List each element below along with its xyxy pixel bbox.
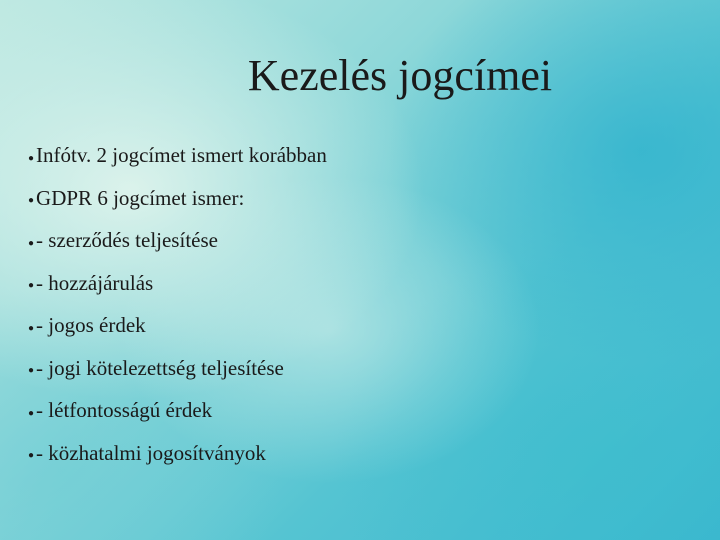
bullet-dot-icon: ● (28, 322, 35, 334)
bullet-item-infotv (28, 134, 327, 177)
bullet-text: - létfontosságú érdek (36, 398, 213, 422)
bullet-dot-icon: ● (28, 407, 35, 419)
bullet-text: GDPR 6 jogcímet ismer: (36, 185, 245, 210)
bullet-item-contract (28, 219, 327, 262)
bullet-item-public-authority (28, 432, 327, 475)
bullet-text: Infótv. 2 jogcímet ismert korábban (36, 143, 327, 167)
bullet-list (28, 134, 327, 474)
bullet-item-legal-obligation (28, 347, 327, 390)
bullet-dot-icon: ● (28, 195, 35, 207)
bullet-dot-icon: ● (28, 365, 35, 377)
bullet-text: - hozzájárulás (36, 270, 154, 295)
bullet-dot-icon: ● (28, 280, 35, 292)
bullet-text: - jogi kötelezettség teljesítése (36, 355, 284, 380)
bullet-item-vital-interest (28, 389, 327, 432)
bullet-dot-icon: ● (28, 237, 35, 249)
bullet-item-consent (28, 262, 327, 305)
bullet-text: - szerződés teljesítése (36, 228, 218, 252)
bullet-dot-icon: ● (28, 152, 35, 164)
bullet-item-legitimate-interest (28, 304, 327, 347)
bullet-item-gdpr (28, 177, 327, 220)
bullet-dot-icon: ● (28, 450, 35, 462)
slide-title: Kezelés jogcímei (247, 51, 553, 100)
bullet-text: - közhatalmi jogosítványok (36, 440, 266, 465)
bullet-text: - jogos érdek (36, 313, 146, 337)
